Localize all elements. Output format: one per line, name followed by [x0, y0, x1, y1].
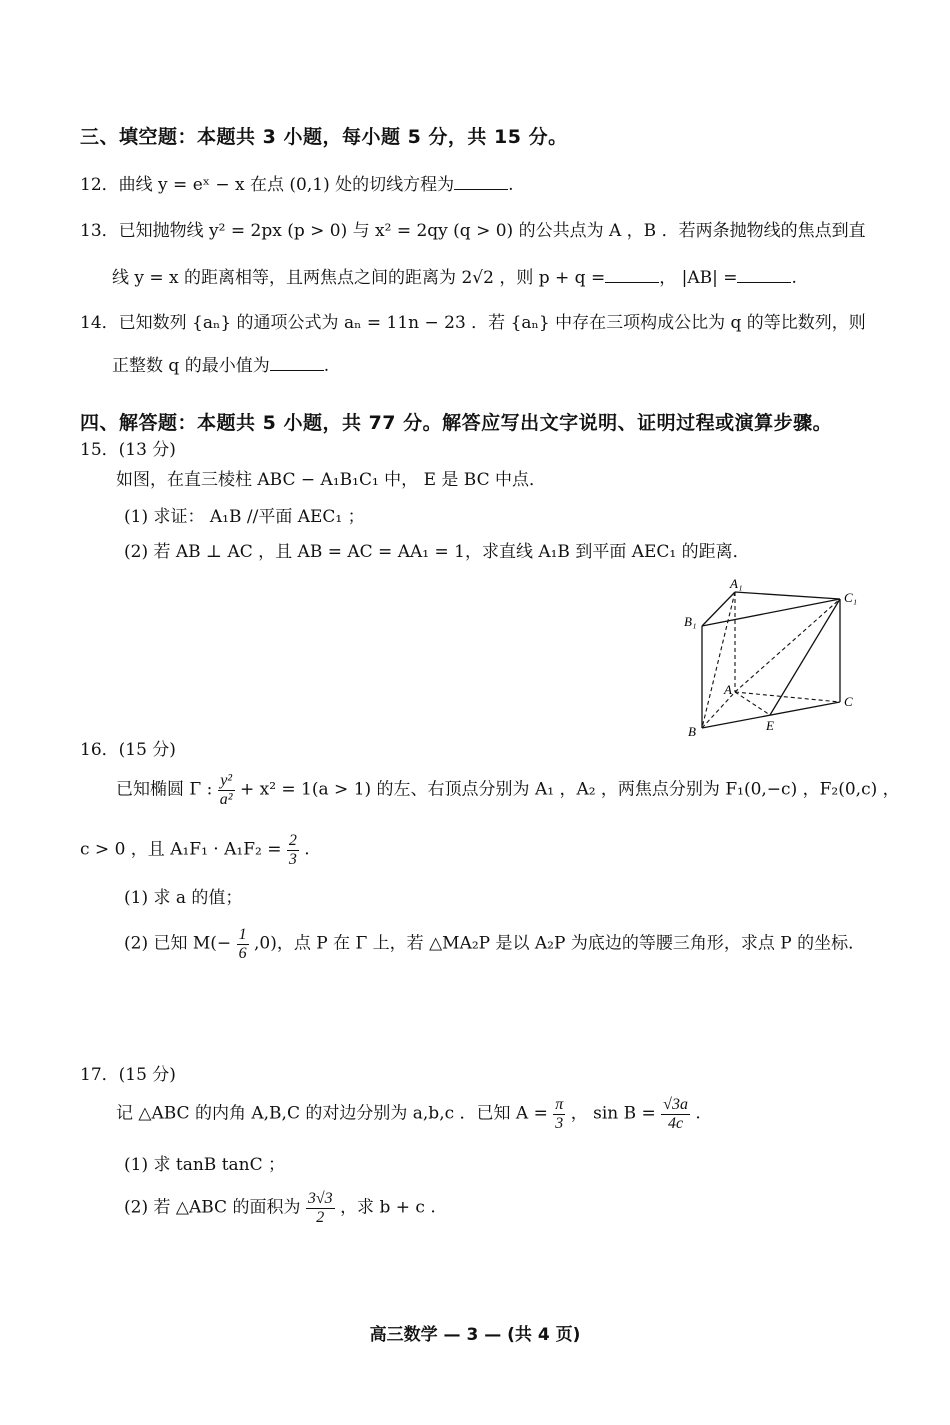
label-A1: A₁	[730, 576, 743, 591]
prism-figure	[680, 572, 870, 742]
q16-head: 16．(15 分)	[80, 740, 176, 760]
q16-frac3-num: 1	[238, 926, 247, 943]
page-footer: 高三数学 — 3 — (共 4 页)	[369, 1325, 581, 1345]
q16-stem-a: 已知椭圆 Γ :	[116, 779, 213, 800]
q16-stem	[116, 772, 900, 808]
q16-line2	[80, 832, 310, 868]
label-B1: B₁	[684, 614, 697, 629]
label-E: E	[766, 718, 774, 733]
q17-frac3-den: 2	[316, 1208, 325, 1226]
q13-answer-blank-1[interactable]	[605, 268, 659, 283]
q13-line1: 13．已知抛物线 y² = 2px (p > 0) 与 x² = 2qy (q > 0) 的公共点为 A ，B ．若两条抛物线的焦点到直	[80, 221, 866, 241]
q16-stem-b: + x² = 1(a > 1) 的左、右顶点分别为 A₁ ，A₂ ，两焦点分别为 F₁(0,−c) ，F₂(0,c) ，	[239, 779, 900, 800]
q16-frac1-den: a²	[219, 790, 233, 808]
q16-p2a: (2) 已知 M(−	[124, 933, 232, 954]
q15-head: 15．(13 分)	[80, 440, 176, 460]
section3-title: 三、填空题：本题共 3 小题，每小题 5 分，共 15 分。	[80, 126, 568, 148]
q12-answer-blank[interactable]	[454, 175, 508, 190]
q13-line2	[112, 268, 797, 288]
q16-frac2-den: 3	[288, 850, 297, 868]
q16-fraction-3	[237, 926, 249, 962]
q16-fraction-1	[218, 772, 235, 808]
q17-frac1-den: 3	[555, 1114, 564, 1132]
q13-line2b: ， |AB| =	[659, 268, 738, 288]
q17-p2b: ，求 b + c .	[340, 1197, 436, 1218]
label-B: B	[688, 724, 696, 739]
q17-frac2-den: 4c	[667, 1114, 684, 1132]
q17-frac1-num: π	[555, 1096, 564, 1113]
q17-part2	[124, 1190, 436, 1226]
q17-fraction-3	[306, 1190, 335, 1226]
q15-stem: 如图，在直三棱柱 ABC − A₁B₁C₁ 中， E 是 BC 中点．	[116, 470, 547, 490]
q16-fraction-2	[287, 832, 299, 868]
q17-part1: (1) 求 tanB tanC ；	[124, 1155, 286, 1175]
label-C: C	[844, 694, 853, 709]
q16-p2b: ,0)，点 P 在 Γ 上，若 △MA₂P 是以 A₂P 为底边的等腰三角形，求点 P 的坐标．	[253, 933, 866, 954]
q15-part2: (2) 若 AB ⊥ AC ，且 AB = AC = AA₁ = 1，求直线 A₁B 到平面 AEC₁ 的距离．	[124, 542, 750, 562]
q17-stem	[116, 1096, 701, 1132]
q12-end: .	[508, 175, 514, 195]
q14-line2-text: 正整数 q 的最小值为	[112, 356, 270, 376]
q16-part2	[124, 926, 865, 962]
q12-text: 12．曲线 y = eˣ − x 在点 (0,1) 处的切线方程为	[80, 175, 455, 195]
q16-frac1-num: y²	[218, 772, 235, 791]
q14-end: .	[323, 356, 330, 376]
q16-line2a: c > 0 ，且 A₁F₁ · A₁F₂ =	[80, 839, 282, 860]
q17-fraction-1	[553, 1096, 565, 1132]
q14-answer-blank[interactable]	[270, 356, 324, 371]
q17-frac2-num: √3a	[663, 1096, 688, 1113]
question-12	[80, 175, 514, 195]
q13-end: .	[791, 268, 797, 288]
q13-line2a: 线 y = x 的距离相等，且两焦点之间的距离为 2√2 ，则 p + q =	[112, 268, 606, 288]
q15-part1: (1) 求证： A₁B //平面 AEC₁ ；	[124, 507, 365, 527]
q17-fraction-2	[661, 1096, 690, 1132]
q16-part1: (1) 求 a 的值；	[124, 888, 243, 908]
q17-stem-c: .	[695, 1103, 701, 1124]
q17-head: 17．(15 分)	[80, 1065, 176, 1085]
q14-line1: 14．已知数列 {aₙ} 的通项公式为 aₙ = 11n − 23 ．若 {aₙ} 中存在三项构成公比为 q 的等比数列，则	[80, 313, 866, 333]
q17-stem-b: ， sin B =	[570, 1103, 656, 1124]
q16-frac3-den: 6	[238, 944, 247, 962]
label-C1: C₁	[844, 590, 858, 605]
label-A: A	[724, 682, 732, 697]
section4-title: 四、解答题：本题共 5 小题，共 77 分。解答应写出文字说明、证明过程或演算步骤。	[80, 412, 833, 434]
q13-answer-blank-2[interactable]	[737, 268, 791, 283]
q17-frac3-num: 3√3	[307, 1190, 333, 1207]
q17-p2a: (2) 若 △ABC 的面积为	[124, 1197, 301, 1218]
q14-line2	[112, 356, 329, 376]
q17-stem-a: 记 △ABC 的内角 A,B,C 的对边分别为 a,b,c ．已知 A =	[116, 1103, 548, 1124]
q16-line2b: .	[304, 839, 310, 860]
q16-frac2-num: 2	[288, 832, 297, 849]
